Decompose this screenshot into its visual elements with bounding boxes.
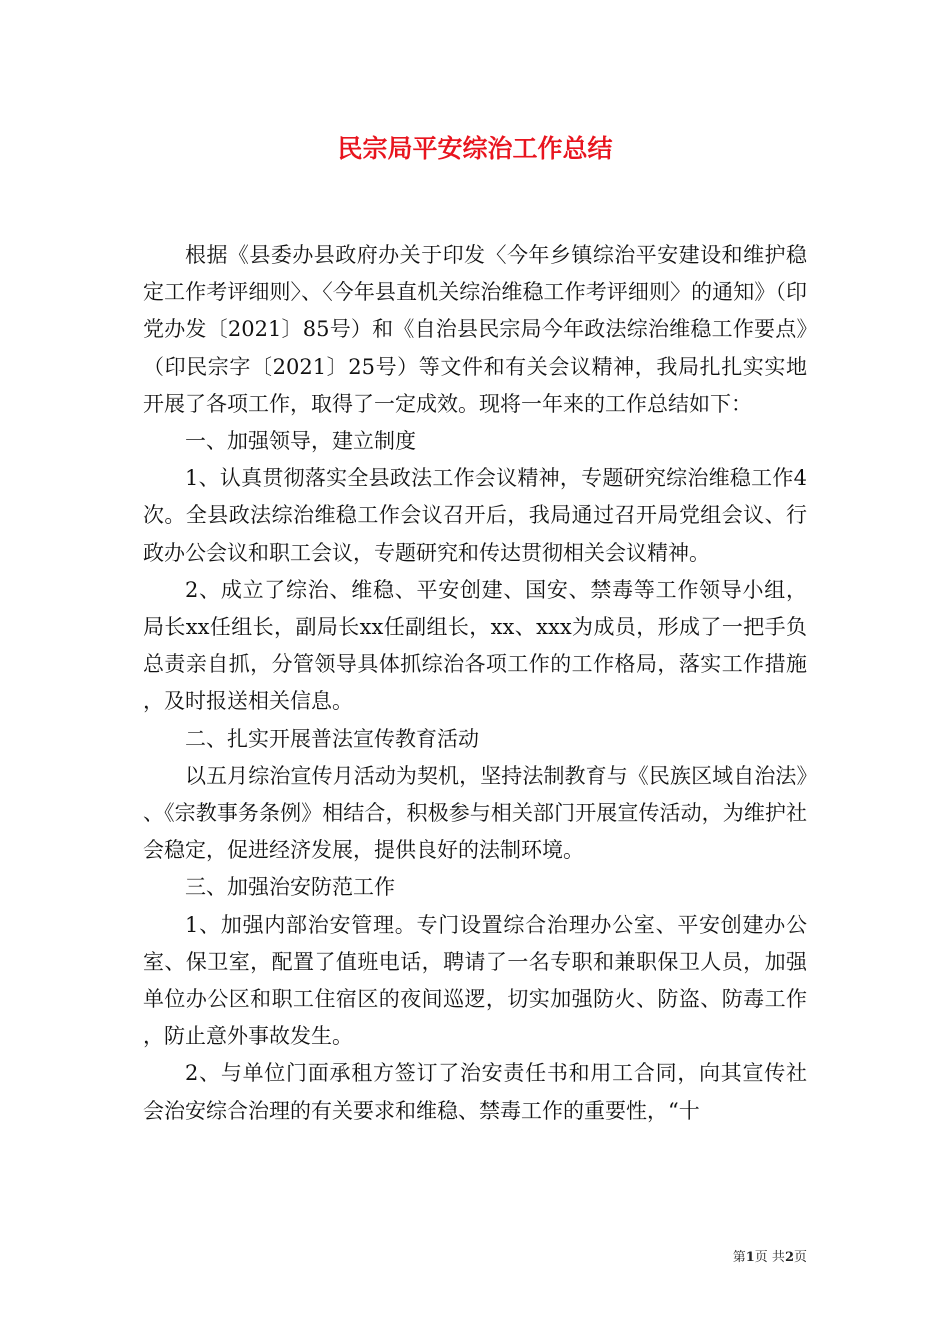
paragraph-2: 以五月综治宣传月活动为契机，坚持法制教育与《民族区域自治法》、《宗教事务条例》相结合，积极参与相关部门开展宣传活动，为维护社会稳定，促进经济发展，提供良好的法制环境。 (143, 763, 807, 863)
footer-prefix: 第 (732, 1250, 746, 1265)
section-heading-3: 三、加强治安防范工作 (185, 875, 395, 900)
footer-page-total: 2 (784, 1250, 794, 1265)
footer-middle: 页 共 (754, 1250, 785, 1265)
section-heading-1: 一、加强领导，建立制度 (185, 429, 416, 454)
paragraph-1-2: 2、成立了综治、维稳、平安创建、国安、禁毒等工作领导小组，局长xx任组长，副局长xx任副组长，xx、xxx为成员，形成了一把手负总责亲自抓，分管领导具体抓综治各项工作的工作格局，落实工作措施，及时报送相关信息。 (143, 577, 807, 714)
footer-page-number: 1 (745, 1250, 755, 1265)
section-heading-2: 二、扎实开展普法宣传教育活动 (185, 726, 479, 751)
footer-suffix: 页 (793, 1250, 807, 1265)
paragraph-1-1: 1、认真贯彻落实全县政法工作会议精神，专题研究综治维稳工作4次。全县政法综治维稳工作会议召开后，我局通过召开局党组会议、行政办公会议和职工会议，专题研究和传达贯彻相关会议精神。 (143, 466, 807, 565)
document-body (143, 237, 807, 1130)
paragraph-3-1: 1、加强内部治安管理。专门设置综合治理办公室、平安创建办公室、保卫室，配置了值班电话，聘请了一名专职和兼职保卫人员，加强单位办公区和职工住宿区的夜间巡逻，切实加强防火、防盗、防毒工作，防止意外事故发生。 (143, 912, 807, 1049)
page-footer (733, 1249, 807, 1267)
paragraph-3-2: 2、与单位门面承租方签订了治安责任书和用工合同，向其宣传社会治安综合治理的有关要求和维稳、禁毒工作的重要性，“十 (143, 1061, 807, 1123)
paragraph-intro: 根据《县委办县政府办关于印发〈今年乡镇综治平安建设和维护稳定工作考评细则〉、〈今年县直机关综治维稳工作考评细则〉的通知》（印党办发〔2021〕85号）和《自治县民宗局今年政法综治维稳工作要点》（印民宗字〔2021〕25号）等文件和有关会议精神，我局扎扎实实地开展了各项工作，取得了一定成效。现将一年来的工作总结如下： (143, 243, 807, 416)
document-title: 民宗局平安综治工作总结 (337, 134, 613, 163)
